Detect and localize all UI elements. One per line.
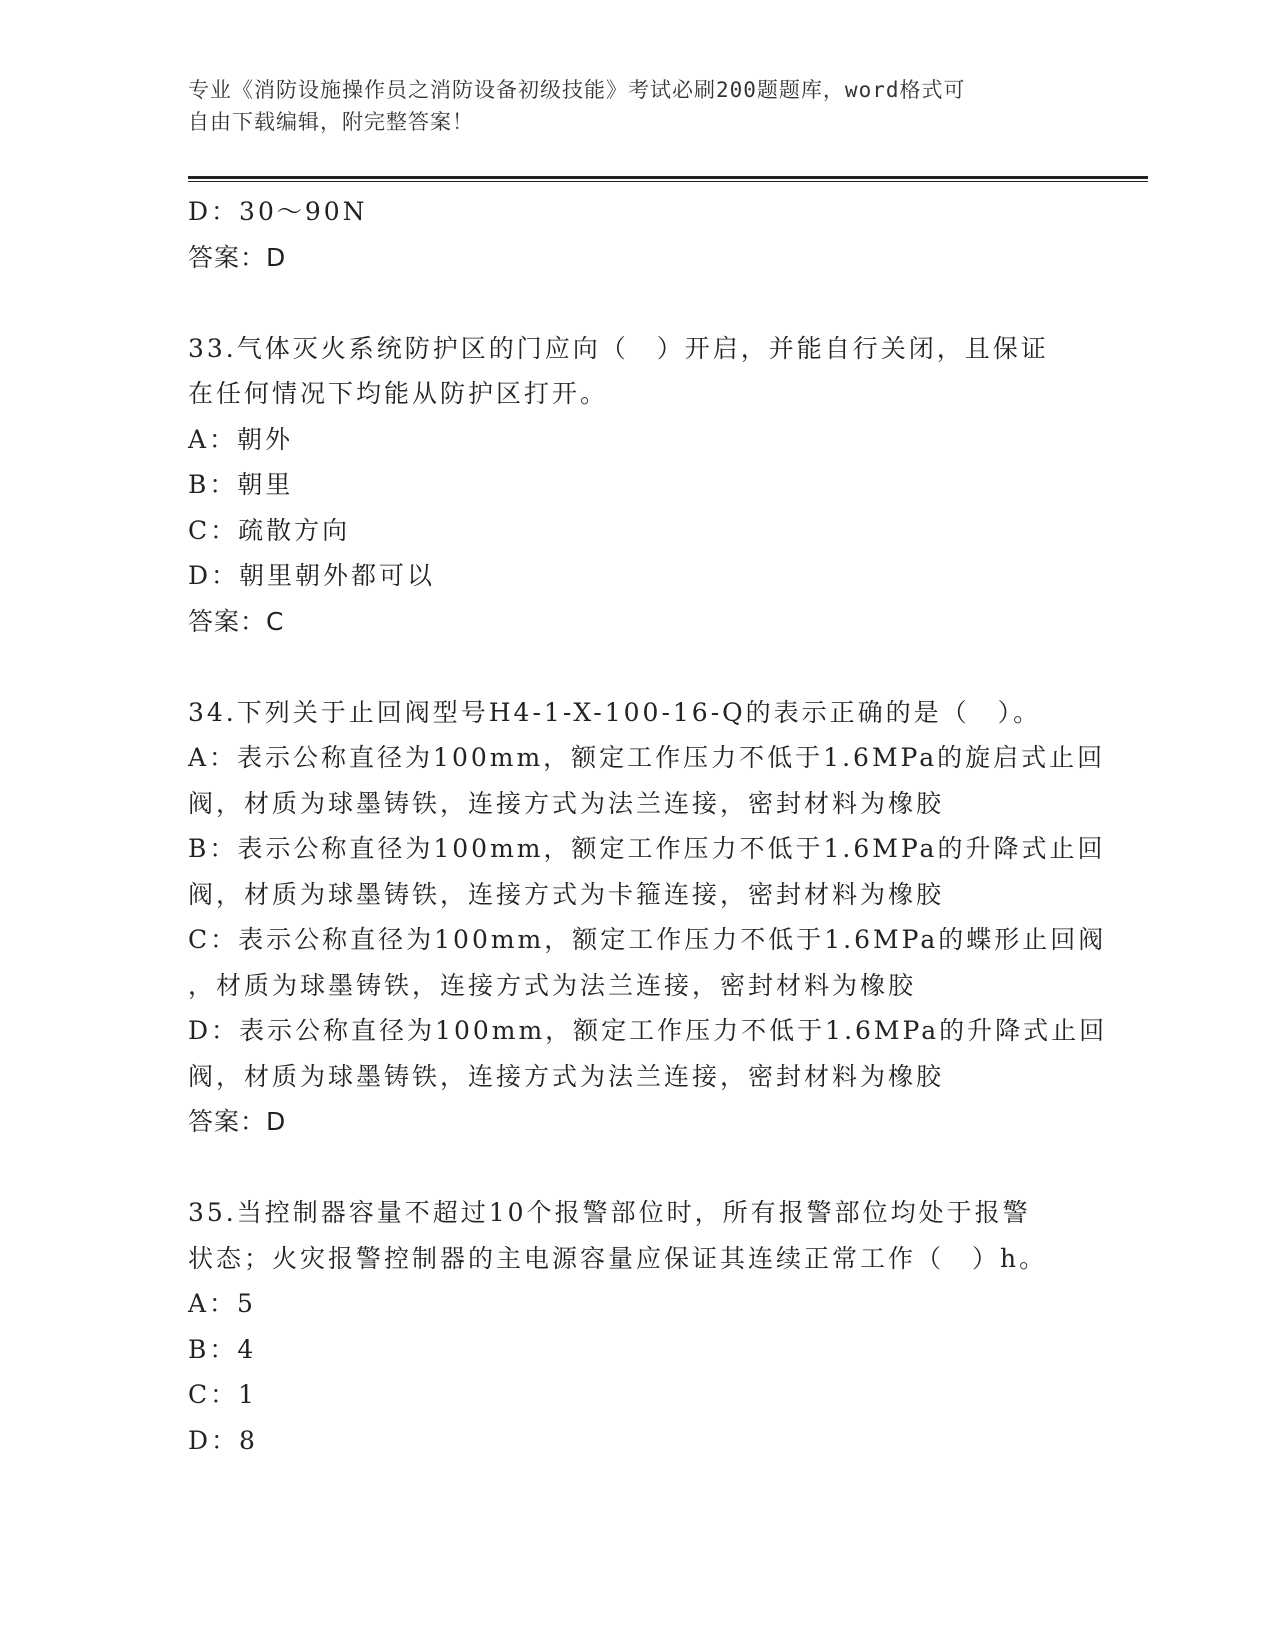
question-33-stem-1: 33.气体灭火系统防护区的门应向（ ）开启，并能自行关闭，且保证 bbox=[188, 333, 1049, 363]
header-line-1: 专业《消防设施操作员之消防设备初级技能》考试必刷200题题库，word格式可 bbox=[188, 78, 966, 102]
question-34-option-a-2: 阀，材质为球墨铸铁，连接方式为法兰连接，密封材料为橡胶 bbox=[188, 788, 945, 818]
question-33-answer: 答案：C bbox=[188, 606, 285, 636]
question-34-stem: 34.下列关于止回阀型号H4-1-X-100-16-Q的表示正确的是（ ）。 bbox=[188, 697, 1042, 727]
header-rule-thick bbox=[188, 176, 1148, 179]
option-d: D：30～90N bbox=[188, 197, 368, 226]
question-34-option-c-1: C：表示公称直径为100mm，额定工作压力不低于1.6MPa的蝶形止回阀 bbox=[188, 925, 1107, 954]
question-33-option-d: D：朝里朝外都可以 bbox=[188, 561, 436, 590]
header-rule-thin bbox=[188, 181, 1148, 182]
question-34-option-d-2: 阀，材质为球墨铸铁，连接方式为法兰连接，密封材料为橡胶 bbox=[188, 1061, 945, 1091]
question-35-option-d: D：8 bbox=[188, 1425, 258, 1455]
question-33-option-b: B：朝里 bbox=[188, 470, 294, 499]
spacer bbox=[188, 1145, 1088, 1191]
question-35-stem-1: 35.当控制器容量不超过10个报警部位时，所有报警部位均处于报警 bbox=[188, 1198, 1031, 1227]
document-header bbox=[188, 74, 1088, 138]
question-33-option-a: A：朝外 bbox=[188, 424, 294, 454]
question-content bbox=[188, 189, 1108, 1463]
question-35-option-b: B：4 bbox=[188, 1334, 257, 1364]
question-33-option-c: C：疏散方向 bbox=[188, 515, 351, 545]
question-34-answer: 答案：D bbox=[188, 1107, 287, 1136]
answer-line: 答案：D bbox=[188, 242, 287, 272]
question-33-stem-2: 在任何情况下均能从防护区打开。 bbox=[188, 379, 609, 408]
question-34-option-a-1: A：表示公称直径为100mm，额定工作压力不低于1.6MPa的旋启式止回 bbox=[188, 743, 1106, 772]
question-35-option-c: C：1 bbox=[188, 1380, 258, 1409]
question-35-stem-2: 状态；火灾报警控制器的主电源容量应保证其连续正常工作（ ）h。 bbox=[188, 1243, 1048, 1273]
question-34-option-b-2: 阀，材质为球墨铸铁，连接方式为卡箍连接，密封材料为橡胶 bbox=[188, 879, 945, 909]
question-34-option-d-1: D：表示公称直径为100mm，额定工作压力不低于1.6MPa的升降式止回 bbox=[188, 1016, 1108, 1045]
spacer bbox=[188, 280, 1088, 326]
header-line-2: 自由下载编辑，附完整答案！ bbox=[188, 110, 474, 134]
question-34-option-b-1: B：表示公称直径为100mm，额定工作压力不低于1.6MPa的升降式止回 bbox=[188, 834, 1106, 863]
question-34-option-c-2: ，材质为球墨铸铁，连接方式为法兰连接，密封材料为橡胶 bbox=[188, 970, 917, 1000]
spacer bbox=[188, 644, 1088, 690]
question-35-option-a: A：5 bbox=[188, 1289, 256, 1318]
